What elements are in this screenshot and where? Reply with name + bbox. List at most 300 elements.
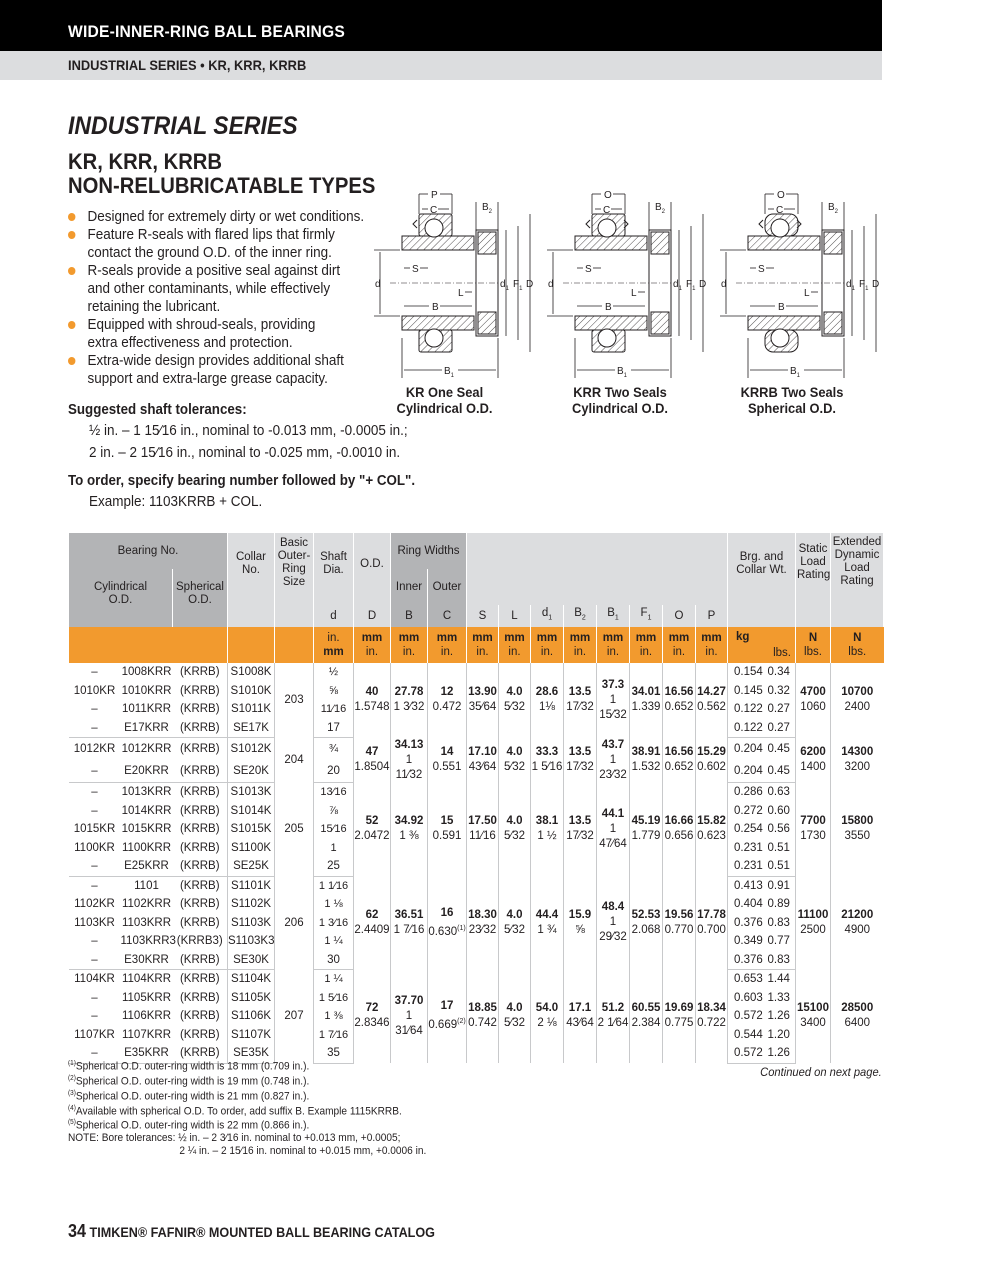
header-collar-no [228,533,275,627]
dim-in: 2.384 [631,1017,661,1030]
load-lbs: 4900 [844,923,871,936]
unit-text: mm [323,646,344,658]
unit-blank [275,627,314,663]
dim-in: 2.068 [631,923,661,936]
dim-in: 0.472 [432,701,462,714]
dim-d1 [531,663,564,738]
svg-text:C: C [776,205,784,216]
cylindrical-kr: 1100KR [74,841,115,854]
section-header-bar [0,0,882,51]
dim-mm: 62 [365,908,379,921]
dim-in: 0.551 [432,761,462,773]
cylindrical-kr: – [69,719,121,738]
footnotes [68,1058,426,1157]
svg-text:B: B [605,302,612,313]
header-outer: Outer [428,569,467,605]
weight-kg: 0.204 [734,742,763,755]
dim-in: 2.4409 [354,923,390,936]
dim-in: 5⁄32 [503,761,526,773]
header-shaft-dia [314,533,354,605]
section-subheader-bar [0,51,882,80]
shaft-dia [314,839,354,858]
dim-in: 1 29⁄32 [599,916,627,944]
header-inner: Inner [391,569,428,605]
dim-in-wrap [663,760,695,775]
weight-kg: 0.231 [728,857,766,876]
svg-text:D: D [526,279,534,290]
header-spherical-od [173,569,228,627]
cylindrical-krr: 1014KRR [121,804,172,817]
shaft-dia [314,857,354,876]
header-dynamic-load [831,533,884,627]
weight-lbs: 0.89 [766,895,796,914]
table-row [69,783,884,802]
collar-no: SE30K [228,951,275,970]
unit-text: lbs. [773,647,791,659]
series-heading: INDUSTRIAL SERIES [68,112,298,140]
sym-sub: 1 [548,614,553,622]
dim-in-wrap [564,829,596,844]
collar-no: S1105K [228,989,275,1008]
dim-mm: 43.7 [601,738,625,751]
dim-in-wrap [354,923,390,938]
dim-in: 5⁄32 [503,830,526,843]
dim-C [428,663,467,738]
unit-text: mm [668,632,690,644]
shaft-value: 30 [327,953,340,966]
weight-kg: 0.572 [734,1010,763,1022]
svg-text:B2: $B_2$ [828,202,839,215]
shaft-value: 35 [327,1047,340,1059]
sym-S: S [467,605,499,627]
load-N: 15100 [797,1002,829,1015]
unit-mm-in [499,627,531,663]
dim-D [354,783,391,877]
dim-L [499,738,531,783]
weight-kg: 0.349 [734,935,763,947]
unit-text: mm [635,632,657,644]
dim-mm: 37.70 [394,994,424,1007]
caption-line: Spherical O.D. [747,400,837,416]
feature-bullet [68,262,366,316]
shaft-dia [314,1026,354,1045]
unit-text: in. [639,646,653,658]
shaft-value: 1 ¼ [324,935,343,947]
cylindrical-kr: – [69,951,121,970]
dim-mm: 16.56 [664,686,694,699]
unit-mm-in [597,627,630,663]
cylindrical-kr: – [69,1044,121,1063]
dim-in-wrap [630,700,662,715]
diagram-caption-kr [382,384,506,416]
collar-no: S1013K [228,783,275,802]
dim-in-wrap [597,693,629,723]
dim-in: 1.8504 [354,761,390,773]
dim-S [467,663,499,738]
spherical-krrb: (KRRB) [173,802,228,821]
svg-text:F1: $F_1$ [513,279,523,292]
dim-mm: 13.5 [568,746,592,758]
collar-no: S1012K [228,738,275,761]
spherical-krrb: (KRRB) [173,700,228,719]
dim-in: 2 1⁄64 [597,1017,629,1030]
dim-in: 43⁄64 [468,761,497,773]
dim-mm: 54.0 [535,1002,559,1015]
unit-mm-in [564,627,597,663]
shaft-value: 1 ¼ [324,973,343,985]
dim-in-wrap [597,1016,629,1031]
order-instructions: To order, specify bearing number followed by "+ COL". [68,473,416,489]
collar-no: S1107K [228,1026,275,1045]
shaft-value: 15⁄16 [320,823,347,835]
shaft-value: 13⁄16 [320,786,347,798]
bore-tolerance-note-1: NOTE: Bore tolerances: ½ in. – 2 3⁄16 in. nominal to +0.013 mm, +0.0005; [68,1132,401,1145]
dim-C [428,738,467,783]
svg-text:L: L [458,288,464,299]
dim-mm: 16 [440,906,454,919]
dim-in: 0.602 [697,761,726,773]
dynamic-load [831,876,884,970]
cylindrical-krr: E35KRR [121,1044,173,1063]
sym-sub: 1 [614,614,619,622]
shaft-value: ¾ [328,742,339,755]
unit-text: mm [701,632,722,644]
dim-in-wrap [467,923,498,938]
ring-size: 205 [275,783,314,877]
header-ring-widths: Ring Widths [391,533,467,569]
cylindrical-krr: 1100KRR [121,841,171,854]
collar-no: S1015K [228,820,275,839]
dim-in: 17⁄32 [566,830,594,843]
diagram-caption-krr [556,384,685,416]
unit-text: mm [436,632,458,644]
sym-text: F [640,607,648,620]
svg-text:d1: $d_1$ [846,279,855,292]
dim-O [663,783,696,877]
dim-B1 [597,663,630,738]
footnote [68,1073,426,1088]
sym-text: B [574,607,582,620]
weight-kg: 0.404 [734,898,763,910]
dim-in-wrap [597,753,629,783]
header-od: O.D. [354,533,391,605]
shaft-dia [314,719,354,738]
dim-in-wrap [564,923,596,938]
dim-in-wrap [531,700,563,715]
dim-B [391,738,428,783]
dim-in: 1 11⁄32 [395,753,423,781]
units-row [69,627,884,663]
dim-C [428,876,467,970]
shaft-dia [314,802,354,821]
load-lbs: 1060 [800,701,826,714]
dim-in-wrap [564,760,596,775]
sym-C: C [428,605,467,627]
dim-in-wrap [696,1016,727,1031]
dim-in-wrap [696,829,727,844]
load-lbs: 1400 [800,761,826,773]
dim-in: 2 ⅛ [537,1017,557,1030]
types-heading-line2: NON-RELUBRICATABLE TYPES [68,173,376,198]
catalog-title: TIMKEN® FAFNIR® MOUNTED BALL BEARING CATALOG [89,1224,435,1240]
sym-D: D [354,605,391,627]
dim-mm: 15 [440,815,454,828]
unit-mm-in [663,627,696,663]
dim-in-wrap [531,1016,563,1031]
dim-in-wrap [428,829,466,844]
ring-size: 204 [275,738,314,783]
dim-in: 0.591 [432,830,462,843]
cylindrical-krr: 1101 [134,879,159,892]
svg-text:F1: $F_1$ [859,279,869,292]
load-N: 15800 [841,815,874,828]
dim-in: 1 31⁄64 [395,1009,423,1037]
weight-lbs: 0.51 [766,839,796,858]
dim-d1 [531,970,564,1064]
collar-no: S1106K [228,1007,275,1026]
dim-in-wrap [467,700,498,715]
dim-mm: 15.9 [568,908,592,921]
dim-in: 1 23⁄32 [599,753,627,781]
dim-in: 0.742 [468,1017,497,1030]
shaft-value: ⅞ [328,804,339,817]
spherical-krrb: (KRRB) [173,783,228,802]
footnote-list [68,1058,426,1132]
krrb-two-seals-diagram [718,188,883,383]
collar-no: S1103K3 [228,932,275,951]
cylindrical-kr: 1010KR [73,684,116,697]
page-footer [68,1221,435,1242]
dim-in: 1.5748 [354,701,390,714]
spherical-krrb: (KRRB) [173,1026,228,1045]
header-label: Basic Outer- Ring Size [277,537,311,588]
footnote-mark: (3) [68,1089,76,1097]
dim-O [663,663,696,738]
dim-B2 [564,783,597,877]
cylindrical-kr: 1107KR [74,1028,115,1041]
feature-bullet [68,352,366,388]
cylindrical-krr: 1012KRR [121,742,172,755]
sym-B: B [391,605,428,627]
bullet-dot-icon [68,321,75,329]
size-group [69,738,884,783]
ring-size: 203 [275,663,314,738]
dim-mm: 12 [440,686,454,699]
header-label: Spherical O.D. [176,581,224,606]
load-lbs: 6400 [844,1017,871,1030]
cylindrical-kr: – [91,935,98,947]
dim-C [428,970,467,1064]
continued-note: Continued on next page. [760,1065,882,1079]
shaft-dia [314,1007,354,1026]
shaft-value: 1 ⅜ [324,1010,343,1022]
bullet-dot-icon [68,357,75,365]
bullet-text: Feature R-seals with flared lips that firmly [87,227,335,243]
cylindrical-krr: 1008KRR [121,666,172,678]
sym-L: L [499,605,531,627]
load-lbs: 3200 [844,761,871,773]
sym-sub: 1 [647,614,652,622]
bearing-dimensions-table [68,533,884,1064]
dim-L [499,663,531,738]
svg-text:B2: $B_2$ [655,202,666,215]
collar-no: S1010K [228,682,275,701]
unit-mm-in [467,627,499,663]
unit-blank [69,627,228,663]
dim-in-wrap [663,1016,695,1031]
dim-mm: 19.56 [664,908,694,921]
svg-text:C: C [430,205,438,216]
svg-text:F1: $F_1$ [686,279,696,292]
dim-in-wrap [663,700,695,715]
sym-O: O [663,605,696,627]
weight-kg: 0.145 [734,684,763,697]
dim-B2 [564,663,597,738]
weight-lbs: 0.63 [766,783,796,802]
feature-bullet [68,226,366,262]
unit-text: in. [705,646,718,658]
header-cylindrical-od [69,569,173,627]
cylindrical-krr: 1104KRR [121,973,171,985]
unit-mm-in [391,627,428,663]
dim-mm: 4.0 [506,746,523,758]
dim-in-wrap [354,829,390,844]
sym-B1 [597,605,630,627]
cylindrical-kr: – [91,786,98,798]
dim-in-wrap [391,923,427,938]
weight-lbs: 0.56 [766,820,796,839]
svg-text:S: S [412,264,419,275]
weight-lbs: 0.45 [766,738,796,761]
unit-mm-in [428,627,467,663]
svg-text:O: O [777,190,785,201]
dim-in: 1⅛ [539,701,555,714]
cylindrical-krr: 1015KRR [121,823,172,835]
unit-text: in. [508,646,521,658]
sym-F1 [630,605,663,627]
dim-S [467,970,499,1064]
dim-in: 1 ⅜ [399,830,419,843]
svg-text:S: S [758,264,765,275]
dim-in-wrap [696,700,727,715]
svg-text:d1: $d_1$ [673,279,682,292]
cylindrical-kr: – [91,879,98,892]
dim-in: 5⁄32 [503,1017,526,1030]
spherical-krrb: (KRRB) [173,989,228,1008]
weight-lbs: 1.20 [766,1026,796,1045]
collar-no: S1103K [228,914,275,933]
dim-mm: 17.50 [468,815,497,828]
bullet-dot-icon [68,231,75,239]
spherical-krrb: (KRRB3) [173,932,228,951]
bullet-text: Extra-wide design provides additional shaft [87,353,344,369]
cylindrical-kr: – [69,760,121,783]
weight-kg: 0.376 [734,916,763,929]
dim-in: ⅝ [575,923,585,936]
dim-d1 [531,876,564,970]
dim-in: 2.0472 [354,830,390,843]
caption-line: Cylindrical O.D. [396,400,493,416]
footnote-text: Spherical O.D. outer-ring width is 22 mm (0.866 in.). [75,1120,310,1133]
feature-list [68,208,388,388]
bullet-text: contact the ground O.D. of the inner ring. [87,245,332,261]
bullet-dot-icon [68,267,75,275]
dim-in-wrap [428,760,466,775]
load-lbs: 2500 [800,923,826,936]
cylindrical-kr: – [91,1010,98,1022]
dim-mm: 51.2 [601,1002,625,1015]
spherical-krrb: (KRRB) [173,876,228,895]
unit-text: in. [476,646,489,658]
dim-in-wrap [428,1014,466,1033]
shaft-value: 1 3⁄16 [318,916,349,929]
diagram-caption-krrb [728,384,857,416]
dim-F1 [630,876,663,970]
svg-text:S: S [585,264,592,275]
dim-in-wrap [428,700,466,715]
unit-text: in. [402,646,416,658]
spherical-krrb: (KRRB) [173,951,228,970]
dim-in-wrap [531,760,563,775]
dim-mm: 37.3 [601,678,625,691]
weight-lbs: 0.27 [766,719,796,738]
sym-d1 [531,605,564,627]
dim-mm: 34.01 [631,686,661,699]
header-bearing-no: Bearing No. [69,533,228,569]
dim-mm: 38.1 [535,815,559,828]
dim-mm: 14.27 [697,686,726,699]
dim-mm: 40 [365,686,379,699]
dim-in-wrap [630,829,662,844]
cylindrical-krr: 1105KRR [121,991,171,1004]
dim-in: 1 ¾ [537,923,557,936]
bullet-text: Equipped with shroud-seals, providing [87,317,316,333]
header-label: Cylindrical O.D. [93,581,148,606]
shaft-dia [314,932,354,951]
dim-in-wrap [354,760,390,775]
dim-mm: 34.92 [394,815,424,828]
dim-D [354,876,391,970]
shaft-value: 20 [327,764,340,777]
weight-lbs: 0.83 [766,914,796,933]
unit-text: mm [472,632,493,644]
bullet-dot-icon [68,213,75,221]
cylindrical-kr: 1012KR [73,742,116,755]
dim-mm: 60.55 [631,1002,661,1015]
dim-in: 35⁄64 [468,701,497,714]
dim-O [663,970,696,1064]
dim-L [499,876,531,970]
shaft-value: 1 7⁄16 [318,1028,349,1041]
dim-in-wrap [354,1016,390,1031]
svg-text:O: O [604,190,612,201]
shaft-dia [314,989,354,1008]
weight-lbs: 1.26 [766,1007,796,1026]
dynamic-load [831,663,884,738]
dim-S [467,876,499,970]
bullet-text: R-seals provide a positive seal against dirt [87,263,341,279]
shaft-value: 17 [327,721,340,734]
dim-in-wrap [564,700,596,715]
shaft-value: 1 ⅛ [324,898,343,910]
footnote-ref: (1) [457,924,466,932]
weight-lbs: 0.27 [766,700,796,719]
shaft-tolerance-2: 2 in. – 2 15⁄16 in., nominal to -0.025 mm, -0.0010 in. [89,445,401,461]
dim-mm: 27.78 [394,686,424,699]
load-lbs: 2400 [844,701,871,714]
dim-in-wrap [499,923,530,938]
spherical-krrb: (KRRB) [173,820,228,839]
